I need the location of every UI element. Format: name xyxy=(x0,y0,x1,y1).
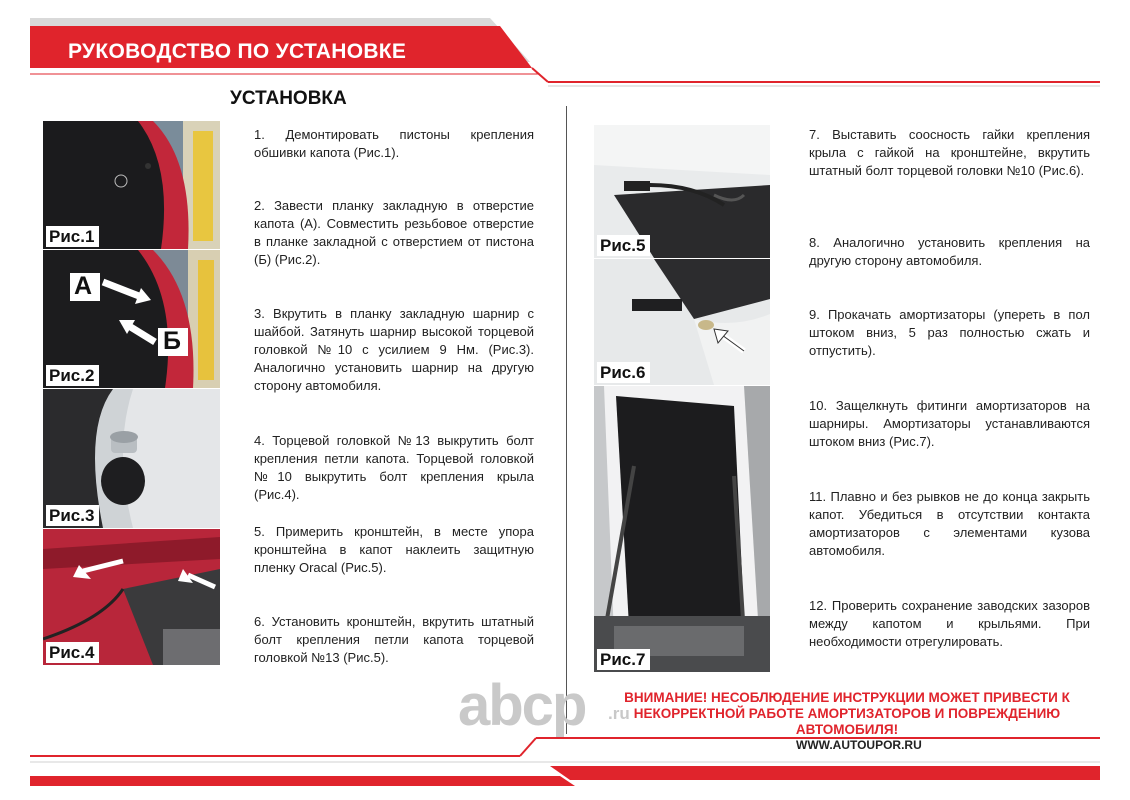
step-8: 8. Аналогично установить крепления на другую сторону автомобиля. xyxy=(809,235,1090,268)
watermark-logo: abcp xyxy=(458,673,586,738)
footer-website[interactable]: WWW.AUTOUPOR.RU xyxy=(796,738,922,752)
column-divider xyxy=(566,106,567,734)
step-1: 1. Демонтировать пистоны крепления обшивки капота (Рис.1). xyxy=(254,127,534,160)
figure-7-photo xyxy=(594,386,770,672)
figure-2-label: Рис.2 xyxy=(46,365,99,386)
watermark-suffix: .ru xyxy=(608,704,630,723)
figure-3-photo xyxy=(43,389,220,528)
figure-5-label: Рис.5 xyxy=(597,235,650,256)
step-2: 2. Завести планку закладную в отверстие капота (А). Совместить резьбовое отверстие в планке закладной с отверстием от пистона (Б) (Рис.2). xyxy=(254,198,534,267)
figure-6-label: Рис.6 xyxy=(597,362,650,383)
marker-b: Б xyxy=(163,327,181,355)
figure-4-label: Рис.4 xyxy=(46,642,99,663)
figure-4-photo xyxy=(43,529,220,665)
figure-5-photo xyxy=(594,125,770,258)
step-5: 5. Примерить кронштейн, в месте упора кронштейна в капот наклеить защитную пленку Oracal (Рис.5). xyxy=(254,524,534,575)
step-6: 6. Установить кронштейн, вкрутить штатный болт крепления петли капота торцевой головкой №13 (Рис.5). xyxy=(254,614,534,665)
step-10: 10. Защелкнуть фитинги амортизаторов на шарниры. Амортизаторы устанавливаются штоком вниз (Рис.7). xyxy=(809,398,1090,449)
header-title: РУКОВОДСТВО ПО УСТАНОВКЕ xyxy=(68,40,407,63)
step-3: 3. Вкрутить в планку закладную шарнир с шайбой. Затянуть шарнир высокой торцевой головкой №10 с усилием 9 Нм. (Рис.3). Аналогично установить шарнир на другую сторону автомобиля. xyxy=(254,306,534,393)
step-4: 4. Торцевой головкой №13 выкрутить болт крепления петли капота. Торцевой головкой №10 выкрутить болт крепления крыла (Рис.4). xyxy=(254,433,534,502)
step-9: 9. Прокачать амортизаторы (упереть в пол штоком вниз, 5 раз полностью сжать и отпустить). xyxy=(809,307,1090,358)
step-12: 12. Проверить сохранение заводских зазоров между капотом и крыльями. При необходимости отрегулировать. xyxy=(809,598,1090,649)
step-7: 7. Выставить соосность гайки крепления крыла с гайкой на кронштейне, вкрутить штатный болт торцевой головки №10 (Рис.6). xyxy=(809,127,1090,178)
section-title: УСТАНОВКА xyxy=(230,88,347,109)
figure-7-label: Рис.7 xyxy=(597,649,650,670)
warning-text: ВНИМАНИЕ! НЕСОБЛЮДЕНИЕ ИНСТРУКЦИИ МОЖЕТ ПРИВЕСТИ К НЕКОРРЕКТНОЙ РАБОТЕ АМОРТИЗАТОРОВ И ПОВРЕЖДЕНИЮ АВТОМОБИЛЯ! xyxy=(624,690,1070,737)
figure-1-label: Рис.1 xyxy=(46,226,99,247)
step-11: 11. Плавно и без рывков не до конца закрыть капот. Убедиться в отсутствии контакта амортизаторов с элементами кузова автомобиля. xyxy=(809,489,1090,558)
figure-2-photo xyxy=(43,250,220,388)
figure-6-photo xyxy=(594,259,770,385)
footer-lines xyxy=(0,722,1130,800)
marker-a: А xyxy=(74,272,93,300)
open-hood-image xyxy=(594,386,770,672)
figure-3-label: Рис.3 xyxy=(46,505,99,526)
figure-1-photo xyxy=(43,121,220,249)
